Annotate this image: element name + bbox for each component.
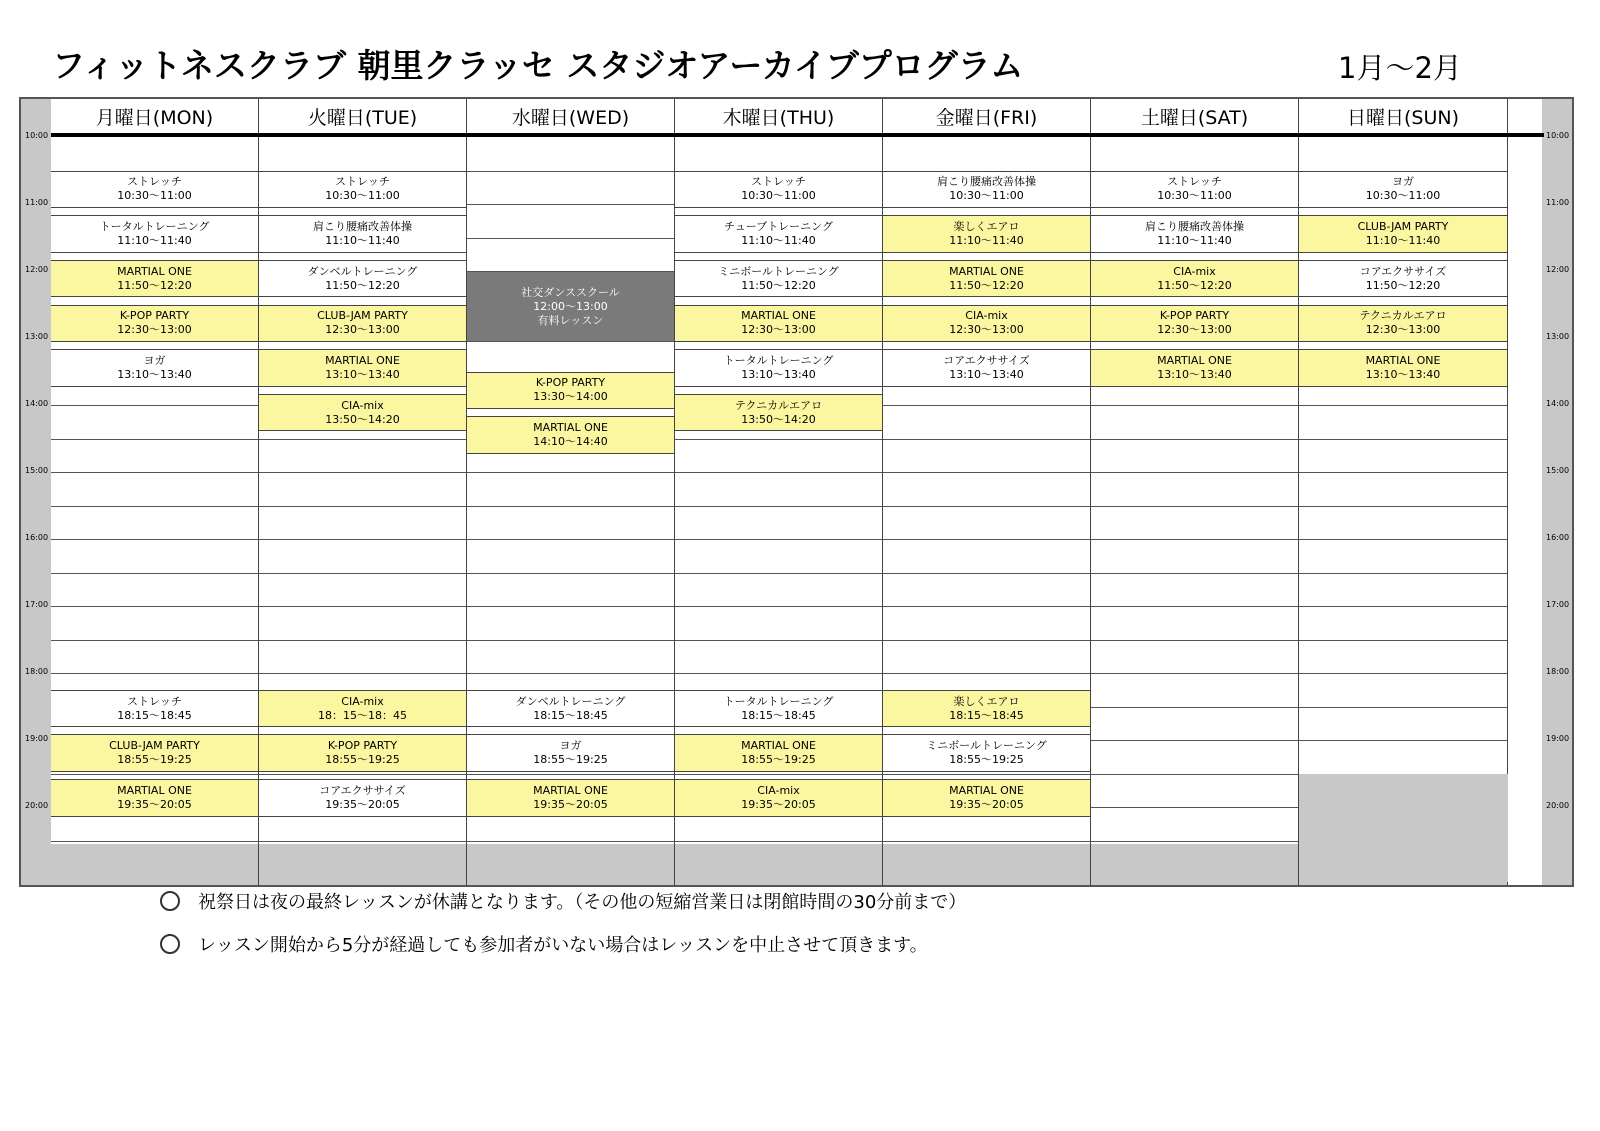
lesson-name: 社交ダンススクール bbox=[521, 285, 620, 299]
grid-line bbox=[51, 472, 258, 473]
time-label: 15:00 bbox=[1546, 466, 1570, 475]
lesson-time: 10:30～11:00 bbox=[117, 189, 192, 203]
lesson-slot bbox=[883, 171, 1090, 209]
time-label: 14:00 bbox=[25, 399, 49, 408]
time-label: 17:00 bbox=[1546, 600, 1570, 609]
closed-band bbox=[675, 844, 883, 885]
lesson-time: 11:50～12:20 bbox=[949, 278, 1024, 292]
lesson-slot bbox=[259, 734, 466, 772]
lesson-name: ダンベルトレーニング bbox=[515, 694, 626, 708]
lesson-slot bbox=[675, 171, 882, 209]
lesson-name: MARTIAL ONE bbox=[533, 783, 608, 797]
grid-line bbox=[675, 539, 882, 540]
grid-line bbox=[1091, 405, 1298, 406]
grid-line bbox=[675, 506, 882, 507]
lesson-slot bbox=[259, 349, 466, 387]
lesson-slot bbox=[1299, 171, 1507, 209]
grid-line bbox=[1091, 841, 1298, 842]
lesson-slot bbox=[1299, 349, 1507, 387]
grid-line bbox=[467, 774, 674, 775]
grid-line bbox=[883, 573, 1090, 574]
lesson-name: ミニボールトレーニング bbox=[926, 739, 1047, 753]
lesson-time: 11:50～12:20 bbox=[325, 278, 400, 292]
lesson-time: 18:55～19:25 bbox=[533, 753, 608, 767]
closed-band bbox=[1091, 844, 1299, 885]
grid-line bbox=[675, 841, 882, 842]
grid-line bbox=[467, 204, 674, 205]
time-label: 10:00 bbox=[1546, 131, 1570, 140]
grid-line bbox=[259, 606, 466, 607]
lesson-name: ヨガ bbox=[1392, 175, 1414, 189]
time-label: 13:00 bbox=[1546, 332, 1570, 341]
note-2 bbox=[160, 931, 928, 957]
lesson-time: 11:10～11:40 bbox=[1365, 233, 1441, 247]
lesson-slot bbox=[1091, 215, 1298, 253]
note-text: 祝祭日は夜の最終レッスンが休講となります。（その他の短縮営業日は閉館時間の30分前まで） bbox=[198, 892, 967, 913]
lesson-name: MARTIAL ONE bbox=[741, 739, 816, 753]
circle-bullet-icon bbox=[160, 891, 180, 911]
lesson-time: 13:10～13:40 bbox=[1157, 367, 1232, 381]
lesson-slot bbox=[675, 215, 882, 253]
grid-line bbox=[1091, 573, 1298, 574]
lesson-name: MARTIAL ONE bbox=[325, 353, 400, 367]
lesson-time: 10:30～11:00 bbox=[949, 189, 1024, 203]
lesson-slot bbox=[467, 372, 674, 410]
grid-line bbox=[883, 539, 1090, 540]
day-header: 月曜日(MON) bbox=[51, 99, 259, 133]
lesson-slot bbox=[675, 260, 882, 298]
time-label: 13:00 bbox=[25, 332, 49, 341]
closed-band bbox=[259, 844, 467, 885]
lesson-time: 13:10～13:40 bbox=[949, 367, 1024, 381]
grid-line bbox=[1091, 606, 1298, 607]
grid-line bbox=[51, 439, 258, 440]
time-axis-left bbox=[21, 99, 51, 885]
day-header: 金曜日(FRI) bbox=[883, 99, 1091, 133]
lesson-time: 11:10～11:40 bbox=[949, 233, 1024, 247]
lesson-slot bbox=[51, 779, 258, 817]
time-label: 17:00 bbox=[25, 600, 49, 609]
grid-line bbox=[675, 573, 882, 574]
lesson-time: 11:10～11:40 bbox=[1157, 233, 1232, 247]
grid-line bbox=[467, 472, 674, 473]
grid-line bbox=[675, 774, 882, 775]
lesson-slot bbox=[883, 215, 1090, 253]
lesson-name: MARTIAL ONE bbox=[117, 783, 192, 797]
grid-line bbox=[259, 774, 466, 775]
lesson-slot bbox=[1091, 349, 1298, 387]
lesson-time: 13:10～13:40 bbox=[325, 367, 400, 381]
lesson-slot bbox=[259, 305, 466, 343]
lesson-name: ストレッチ bbox=[335, 175, 390, 189]
grid-line bbox=[467, 539, 674, 540]
lesson-slot bbox=[467, 734, 674, 772]
time-label: 15:00 bbox=[25, 466, 49, 475]
time-axis-right bbox=[1542, 99, 1572, 885]
time-label: 16:00 bbox=[1546, 533, 1570, 542]
lesson-time: 10:30～11:00 bbox=[1157, 189, 1232, 203]
lesson-time: 18:55～19:25 bbox=[117, 753, 192, 767]
lesson-name: トータルトレーニング bbox=[99, 219, 210, 233]
lesson-name: CIA-mix bbox=[1173, 264, 1216, 278]
lesson-time: 11:10～11:40 bbox=[741, 233, 816, 247]
lesson-slot bbox=[1299, 260, 1507, 298]
grid-line bbox=[51, 606, 258, 607]
grid-line bbox=[883, 673, 1090, 674]
closed-band bbox=[883, 844, 1091, 885]
lesson-time: 13:50～14:20 bbox=[325, 412, 400, 426]
lesson-slot bbox=[675, 305, 882, 343]
lesson-slot bbox=[259, 171, 466, 209]
lesson-slot bbox=[675, 779, 882, 817]
lesson-slot bbox=[883, 349, 1090, 387]
grid-line bbox=[467, 171, 674, 172]
lesson-extra: 有料レッスン bbox=[537, 313, 604, 327]
lesson-time: 18:55～19:25 bbox=[741, 753, 816, 767]
grid-line bbox=[51, 640, 258, 641]
grid-line bbox=[467, 640, 674, 641]
grid-line bbox=[259, 506, 466, 507]
lesson-name: CIA-mix bbox=[757, 783, 800, 797]
time-label: 19:00 bbox=[25, 734, 49, 743]
time-label: 20:00 bbox=[25, 801, 49, 810]
grid-line bbox=[1091, 807, 1298, 808]
day-column bbox=[467, 137, 675, 844]
time-label: 18:00 bbox=[25, 667, 49, 676]
closed-band bbox=[467, 844, 675, 885]
day-header: 水曜日(WED) bbox=[467, 99, 675, 133]
lesson-time: 11:10～11:40 bbox=[117, 233, 192, 247]
lesson-slot bbox=[259, 260, 466, 298]
lesson-name: 肩こり腰痛改善体操 bbox=[1145, 219, 1244, 233]
lesson-time: 11:10～11:40 bbox=[325, 233, 400, 247]
lesson-slot bbox=[467, 416, 674, 454]
lesson-slot bbox=[883, 690, 1090, 728]
lesson-slot bbox=[259, 690, 466, 728]
lesson-slot bbox=[675, 734, 882, 772]
lesson-slot bbox=[1299, 215, 1507, 253]
grid-line bbox=[1091, 707, 1298, 708]
grid-line bbox=[51, 506, 258, 507]
lesson-slot bbox=[883, 260, 1090, 298]
grid-line bbox=[467, 573, 674, 574]
lesson-name: MARTIAL ONE bbox=[117, 264, 192, 278]
grid-line bbox=[1299, 673, 1507, 674]
grid-line bbox=[1091, 740, 1298, 741]
lesson-slot bbox=[467, 690, 674, 728]
grid-line bbox=[883, 472, 1090, 473]
grid-line bbox=[1299, 707, 1507, 708]
day-column bbox=[883, 137, 1091, 844]
lesson-time: 12:30～13:00 bbox=[949, 323, 1024, 337]
lesson-time: 13:50～14:20 bbox=[741, 412, 816, 426]
lesson-slot bbox=[1091, 260, 1298, 298]
lesson-name: テクニカルエアロ bbox=[1359, 309, 1447, 323]
time-label: 12:00 bbox=[25, 265, 49, 274]
lesson-slot bbox=[675, 349, 882, 387]
lesson-name: CLUB-JAM PARTY bbox=[1357, 219, 1449, 233]
lesson-slot bbox=[51, 215, 258, 253]
grid-line bbox=[1299, 405, 1507, 406]
day-column bbox=[51, 137, 259, 844]
lesson-time: 14:10～14:40 bbox=[533, 434, 608, 448]
time-label: 16:00 bbox=[25, 533, 49, 542]
grid-line bbox=[51, 673, 258, 674]
grid-line bbox=[883, 841, 1090, 842]
lesson-time: 11:50～12:20 bbox=[1365, 278, 1441, 292]
lesson-time: 12:30～13:00 bbox=[1365, 323, 1441, 337]
lesson-slot bbox=[259, 779, 466, 817]
lesson-slot bbox=[51, 690, 258, 728]
lesson-slot bbox=[1299, 305, 1507, 343]
lesson-time: 18:15～18:45 bbox=[741, 708, 816, 722]
lesson-name: K-POP PARTY bbox=[1159, 309, 1230, 323]
grid-line bbox=[1091, 439, 1298, 440]
grid-line bbox=[1091, 472, 1298, 473]
lesson-slot bbox=[883, 734, 1090, 772]
lesson-name: MARTIAL ONE bbox=[533, 420, 608, 434]
lesson-time: 12:30～13:00 bbox=[1157, 323, 1232, 337]
closed-block bbox=[1299, 774, 1508, 883]
lesson-slot bbox=[51, 171, 258, 209]
grid-line bbox=[259, 640, 466, 641]
grid-line bbox=[883, 506, 1090, 507]
lesson-time: 19:35～20:05 bbox=[533, 797, 608, 811]
lesson-name: MARTIAL ONE bbox=[949, 783, 1024, 797]
lesson-name: ストレッチ bbox=[1167, 175, 1222, 189]
note-1 bbox=[160, 888, 966, 914]
grid-line bbox=[259, 472, 466, 473]
lesson-slot bbox=[675, 394, 882, 432]
grid-line bbox=[1299, 640, 1507, 641]
grid-line bbox=[1091, 673, 1298, 674]
lesson-slot bbox=[675, 690, 882, 728]
lesson-name: トータルトレーニング bbox=[723, 353, 834, 367]
grid-line bbox=[1299, 506, 1507, 507]
grid-line bbox=[51, 774, 258, 775]
lesson-name: K-POP PARTY bbox=[535, 376, 606, 390]
time-label: 10:00 bbox=[25, 131, 49, 140]
lesson-name: 楽しくエアロ bbox=[953, 219, 1020, 233]
lesson-time: 12:30～13:00 bbox=[117, 323, 192, 337]
day-header: 日曜日(SUN) bbox=[1299, 99, 1508, 133]
day-header: 木曜日(THU) bbox=[675, 99, 883, 133]
lesson-time: 19:35～20:05 bbox=[949, 797, 1024, 811]
lesson-name: MARTIAL ONE bbox=[741, 309, 816, 323]
lesson-time: 13:10～13:40 bbox=[741, 367, 816, 381]
lesson-name: CIA-mix bbox=[341, 398, 384, 412]
lesson-name: 楽しくエアロ bbox=[953, 694, 1020, 708]
grid-line bbox=[51, 539, 258, 540]
grid-line bbox=[467, 606, 674, 607]
lesson-name: ヨガ bbox=[559, 739, 582, 753]
grid-line bbox=[259, 439, 466, 440]
grid-line bbox=[467, 841, 674, 842]
grid-line bbox=[883, 774, 1090, 775]
circle-bullet-icon bbox=[160, 934, 180, 954]
grid-line bbox=[467, 506, 674, 507]
lesson-time: 18：15～18：45 bbox=[318, 708, 407, 722]
grid-line bbox=[1299, 740, 1507, 741]
time-label: 12:00 bbox=[1546, 265, 1570, 274]
lesson-name: ストレッチ bbox=[751, 175, 806, 189]
lesson-time: 19:35～20:05 bbox=[325, 797, 400, 811]
day-column bbox=[1091, 137, 1299, 844]
page-title: フィットネスクラブ 朝里クラッセ スタジオアーカイブプログラム bbox=[52, 46, 1024, 85]
lesson-name: コアエクササイズ bbox=[1359, 264, 1447, 278]
schedule-grid bbox=[19, 97, 1574, 887]
lesson-time: 11:50～12:20 bbox=[1157, 278, 1232, 292]
lesson-time: 18:15～18:45 bbox=[533, 708, 608, 722]
lesson-name: ストレッチ bbox=[127, 175, 182, 189]
lesson-name: CIA-mix bbox=[341, 694, 384, 708]
lesson-time: 18:15～18:45 bbox=[117, 708, 192, 722]
lesson-time: 10:30～11:00 bbox=[1365, 189, 1441, 203]
lesson-name: CLUB-JAM PARTY bbox=[109, 739, 200, 753]
lesson-name: CIA-mix bbox=[965, 309, 1008, 323]
lesson-time: 19:35～20:05 bbox=[117, 797, 192, 811]
grid-line bbox=[883, 405, 1090, 406]
grid-line bbox=[883, 640, 1090, 641]
lesson-name: MARTIAL ONE bbox=[1365, 353, 1441, 367]
day-column bbox=[259, 137, 467, 844]
lesson-name: 肩こり腰痛改善体操 bbox=[937, 175, 1036, 189]
lesson-slot bbox=[51, 260, 258, 298]
lesson-name: ダンベルトレーニング bbox=[307, 264, 418, 278]
grid-line bbox=[1299, 573, 1507, 574]
lesson-name: ヨガ bbox=[143, 353, 166, 367]
lesson-time: 10:30～11:00 bbox=[325, 189, 400, 203]
grid-line bbox=[883, 606, 1090, 607]
grid-line bbox=[259, 673, 466, 674]
lesson-time: 19:35～20:05 bbox=[741, 797, 816, 811]
period-label: 1月～2月 bbox=[1338, 51, 1462, 85]
lesson-slot bbox=[1091, 305, 1298, 343]
grid-line bbox=[675, 439, 882, 440]
day-header: 火曜日(TUE) bbox=[259, 99, 467, 133]
lesson-name: MARTIAL ONE bbox=[949, 264, 1024, 278]
grid-line bbox=[675, 472, 882, 473]
lesson-name: K-POP PARTY bbox=[327, 739, 398, 753]
grid-line bbox=[1299, 606, 1507, 607]
grid-line bbox=[51, 841, 258, 842]
lesson-name: 肩こり腰痛改善体操 bbox=[313, 219, 412, 233]
lesson-time: 18:55～19:25 bbox=[325, 753, 400, 767]
lesson-name: K-POP PARTY bbox=[119, 309, 190, 323]
lesson-slot bbox=[51, 305, 258, 343]
lesson-time: 11:50～12:20 bbox=[741, 278, 816, 292]
day-column bbox=[675, 137, 883, 844]
time-label: 11:00 bbox=[1546, 198, 1570, 207]
grid-line bbox=[1299, 439, 1507, 440]
lesson-slot bbox=[51, 349, 258, 387]
lesson-time: 13:30～14:00 bbox=[533, 390, 608, 404]
lesson-time: 10:30～11:00 bbox=[741, 189, 816, 203]
grid-line bbox=[259, 539, 466, 540]
grid-line bbox=[1299, 539, 1507, 540]
lesson-time: 12:00～13:00 bbox=[533, 299, 608, 313]
lesson-slot bbox=[467, 779, 674, 817]
lesson-name: CLUB-JAM PARTY bbox=[317, 309, 408, 323]
grid-line bbox=[675, 640, 882, 641]
lesson-slot bbox=[1091, 171, 1298, 209]
lesson-slot bbox=[883, 779, 1090, 817]
grid-line bbox=[51, 573, 258, 574]
lesson-name: コアエクササイズ bbox=[319, 783, 406, 797]
lesson-slot bbox=[467, 271, 674, 342]
lesson-time: 13:10～13:40 bbox=[1365, 367, 1441, 381]
lesson-slot bbox=[883, 305, 1090, 343]
lesson-name: MARTIAL ONE bbox=[1157, 353, 1232, 367]
lesson-slot bbox=[259, 215, 466, 253]
time-label: 18:00 bbox=[1546, 667, 1570, 676]
closed-band bbox=[51, 844, 259, 885]
lesson-time: 12:30～13:00 bbox=[741, 323, 816, 337]
grid-line bbox=[1091, 774, 1298, 775]
grid-line bbox=[675, 606, 882, 607]
grid-line bbox=[467, 673, 674, 674]
lesson-slot bbox=[51, 734, 258, 772]
grid-line bbox=[1091, 640, 1298, 641]
lesson-name: テクニカルエアロ bbox=[734, 398, 823, 412]
lesson-name: チューブトレーニング bbox=[724, 219, 833, 233]
lesson-time: 18:55～19:25 bbox=[949, 753, 1024, 767]
lesson-name: コアエクササイズ bbox=[943, 353, 1030, 367]
time-label: 14:00 bbox=[1546, 399, 1570, 408]
time-label: 19:00 bbox=[1546, 734, 1570, 743]
grid-line bbox=[883, 439, 1090, 440]
day-column bbox=[1299, 137, 1508, 844]
time-label: 20:00 bbox=[1546, 801, 1570, 810]
lesson-time: 18:15～18:45 bbox=[949, 708, 1024, 722]
lesson-time: 11:50～12:20 bbox=[117, 278, 192, 292]
time-label: 11:00 bbox=[25, 198, 49, 207]
lesson-name: トータルトレーニング bbox=[723, 694, 834, 708]
grid-line bbox=[1091, 539, 1298, 540]
lesson-time: 12:30～13:00 bbox=[325, 323, 400, 337]
grid-line bbox=[675, 673, 882, 674]
day-header: 土曜日(SAT) bbox=[1091, 99, 1299, 133]
grid-line bbox=[467, 238, 674, 239]
lesson-name: ミニボールトレーニング bbox=[718, 264, 839, 278]
grid-line bbox=[1299, 472, 1507, 473]
lesson-slot bbox=[259, 394, 466, 432]
grid-line bbox=[51, 405, 258, 406]
grid-line bbox=[259, 573, 466, 574]
lesson-name: ストレッチ bbox=[127, 694, 182, 708]
note-text: レッスン開始から5分が経過しても参加者がいない場合はレッスンを中止させて頂きます。 bbox=[198, 935, 928, 956]
lesson-time: 13:10～13:40 bbox=[117, 367, 192, 381]
grid-line bbox=[1091, 506, 1298, 507]
grid-line bbox=[259, 841, 466, 842]
